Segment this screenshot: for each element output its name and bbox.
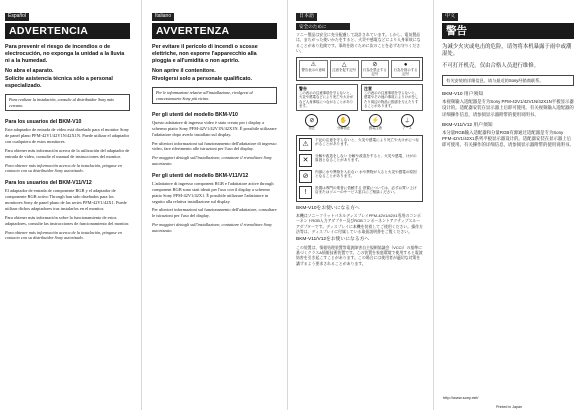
section-heading: BKM-V10をお使いになる方へ (296, 205, 360, 211)
warning-title: 警告 (442, 23, 574, 39)
warning-text: Solicite asistencia técnica sólo a personal especializado. (5, 75, 113, 90)
dealer-note: Per maggiori dettagli sull'installazione, contattare il rivenditore Sony autorizzato. (152, 222, 272, 234)
symbol-circle-label: 感電注意 (368, 125, 382, 130)
column-divider (141, 0, 142, 410)
instruction-item (299, 170, 420, 183)
mandatory-icon: ! (299, 186, 312, 199)
instruction-text: 内部に水や異物を入れない 水や異物が入ると火災や感電の原因となることがあります。 (315, 169, 417, 179)
installation-note: Per le informazioni relative all'installazione, rivolgersi al concessionario Sony più vicino. (152, 87, 277, 104)
prohibited-icon: ⊘ (372, 61, 378, 68)
body-paragraph: Questo adattatore di ingresso video è stato creato per i display a schermo piatto Sony PFM-42V1/42V1N/42X1N. È possibile utilizzare l'adattatore dopo averlo installato sul display. (152, 119, 277, 137)
section-heading: Per gli utenti del modello BKM-V11/V12 (152, 172, 249, 179)
instruction-item (299, 154, 420, 167)
caution-desc: この表示の注意事項を守らないと、感電やその他の事故によりけがをしたり周辺の物品に損害を与えたりすることがあります。 (364, 90, 419, 109)
warning-text: Non aprire il contenitore. (152, 68, 216, 75)
column-chinese (438, 0, 578, 410)
section-heading: BKM-V10 用户须知 (442, 92, 484, 98)
section-heading: BKM-V11/V12 用户须知 (442, 122, 493, 128)
column-japanese (292, 0, 427, 410)
symbol-label: 注意を促す記号 (332, 67, 356, 72)
symbol-circle-item (332, 114, 356, 131)
warning-text: Per evitare il pericolo di incendi o scosse elettriche, non esporre l'apparecchio alla pioggia e all'umidità o non aprirlo. (152, 43, 258, 65)
instruction-text: 設置は専門の業者に依頼する 設置については、必ずお買い上げ店またはソニーのサービス窓口にご相談ください。 (315, 185, 417, 195)
body-paragraph: Para obtener más información acerca de la utilización del adaptador de entrada de video, consulte el manual de instrucciones del monitor. (5, 147, 130, 159)
safety-notice-title: 安全のために (296, 23, 350, 31)
warning-title: AVVERTENZA (152, 23, 277, 39)
dealer-note: Per maggiori dettagli sull'installazione, contattare il rivenditore Sony autorizzato. (152, 155, 272, 167)
symbol-cell (330, 60, 359, 78)
language-tag: 日本語 (296, 13, 317, 21)
mandatory-icon: ● (403, 61, 408, 68)
body-paragraph: 本分量RGB输入适配器和分量RGB有源通过适配器是专为Sony PFM-42V1/42X1系列平板显示器设计的。适配器安装在显示器上后即可使用。有关操作的详细信息，请参阅显示器附带的使用说明书。 (442, 129, 574, 148)
warning-title: ADVERTENCIA (5, 23, 130, 39)
dealer-note: Para obtener más información acerca de la instalación, póngase en contacto con su distribuidor Sony autorizado. (5, 229, 122, 241)
ground-icon: ⏚ (401, 114, 414, 127)
website-url[interactable]: http://www.sony.net/ (443, 395, 479, 400)
instruction-item (299, 186, 420, 199)
symbol-cell (299, 60, 328, 78)
symbol-label: 警告表示の意味 (301, 67, 326, 72)
section-heading: Para los usuarios del BKM-V10 (5, 119, 82, 126)
prohibited-icon: ⊘ (299, 170, 312, 183)
symbol-circle-label: アース (402, 125, 412, 130)
body-paragraph: El adaptador de entrada de componente RGB y el adaptador de componente RGB activo Through han sido diseñados para los monitores Sony de panel plano de las series PFM-42V1/42X1. Puede utilizar dichos adaptadores tras instalarlos en el monitor. (5, 188, 127, 211)
language-tag: Italiano (152, 13, 174, 21)
installation-note: 有关安装的详细信息，请与最近的Sony经销商联系。 (442, 75, 574, 86)
section-heading: BKM-V11/V12をお使いになる方へ (296, 237, 370, 243)
instruction-text: 下記の注意を守らないと、火災や感電により死亡や大けがにつながることがあります。 (315, 137, 420, 147)
warning-text: Rivolgersi solo a personale qualificato. (152, 75, 253, 82)
symbol-circle-item (363, 114, 387, 131)
safety-instructions (296, 135, 423, 202)
body-paragraph: Per ulteriori informazioni sul funzionamento dell'adattatore, consultare le istruzioni per l'uso del display. (152, 207, 277, 219)
body-paragraph: 本機はソニーフラットパネルディスプレイPFM-42V1/42X1専用のコンポーネントRGB入力アダプター及びRGBコンポーネントアクティブスルーアダプターです。ディスプレイに本機を装着してご使用ください。操作方法等は、ディスプレイに付属している取扱説明書をご覧ください。 (296, 212, 423, 234)
symbol-circle-item (395, 114, 419, 131)
warning-text: Para prevenir el riesgo de incendios o de electrocución, no exponga la unidad a la lluvia ni a la humedad. (5, 43, 125, 65)
symbol-cell (391, 60, 420, 78)
body-paragraph: Este adaptador de entrada de video está diseñado para el monitor Sony de panel plano PFM-42V1/42V1N/42X1N. Puede utilizar el adaptador con cualquiera de estos monitores. (5, 127, 130, 144)
language-tag: 中文 (442, 13, 458, 21)
symbol-circles (296, 114, 423, 131)
body-paragraph: Para obtener más información sobre la funcionamiento de estos adaptadores, consulte las instrucciones de funcionamiento del monitor. (5, 214, 130, 226)
caution-icon: △ (341, 61, 347, 68)
warning-icon: ⚠ (299, 138, 312, 151)
column-divider (433, 0, 434, 410)
symbol-circle-item (300, 114, 324, 131)
warning-box (296, 84, 358, 111)
instruction-item (299, 138, 420, 151)
column-italian (147, 0, 282, 410)
symbol-cell (361, 60, 390, 78)
instruction-text: 分解や改造をしない 分解や改造をすると、火災や感電、けがの原因となることがあります。 (315, 153, 417, 163)
body-paragraph: 本视频输入适配器是专为Sony PFM-42V1/42V1N/42X1N平板显示器设计的。适配器安装在显示器上后即可使用。有关视频输入适配器的详细操作信息，请参阅显示器附带的使用说明书。 (442, 99, 574, 117)
installation-note: Para realizar la instalación, consulte al distribuidor Sony más cercano. (5, 94, 130, 111)
intro-paragraph: ソニー製品は安全に充分配慮して設計されています。しかし、電気製品は、まちがった使いかたをすると、火災や感電などにより人身事故になることがあり危険です。事故を防ぐために次のことを必ずお守りください。 (296, 32, 421, 54)
symbol-label: 行為を指示する記号 (393, 67, 418, 76)
symbol-legend (296, 57, 423, 81)
section-heading: Per gli utenti del modello BKM-V10 (152, 111, 238, 118)
warning-text: 不可打开机壳。仅由合格人员进行维修。 (442, 62, 540, 69)
symbol-circle-label: 分解禁止 (337, 125, 351, 130)
language-tag: Español (5, 13, 29, 21)
hand-icon: ✋ (337, 114, 350, 127)
warning-label: 警告 (299, 85, 307, 91)
warning-text: 为减少火灾或电击的危险，请勿将本机暴露于雨中或潮湿处。 (442, 43, 572, 58)
body-paragraph: L'adattatore di ingresso component RGB e l'adattatore active through component RGB sono stati ideati per l'uso con il display a schermo piatto Sony PFM-42V1/42X1. È possibile utilizzare l'adattatore in seguito alla relativa installazione sul display. (152, 180, 274, 204)
column-spanish (0, 0, 135, 410)
section-heading: Para los usuarios del BKM-V11/V12 (5, 180, 92, 187)
body-paragraph: Per ulteriori informazioni sul funzionamento dell'adattatore di ingresso video, fare riferimento alle istruzioni per l'uso del display. (152, 140, 277, 152)
warning-text: No abra el aparato. (5, 68, 54, 75)
dealer-note: Para obtener más información acerca de la instalación, póngase en contacto con su distribuidor Sony autorizado. (5, 162, 122, 174)
warning-desc: この表示の注意事項を守らないと、火災や感電などにより死亡や大けがなど人身事故につながることがあります。 (299, 90, 354, 109)
symbol-label: 行為を禁止する記号 (363, 67, 387, 76)
warning-icon: ⚠ (310, 61, 317, 68)
no-disassembly-icon: ✕ (299, 154, 312, 167)
column-divider (287, 0, 288, 410)
symbol-circle-label: 禁止 (308, 125, 316, 130)
lightning-icon: ⚡ (369, 114, 382, 127)
caution-label: 注意 (364, 85, 372, 91)
warning-caution-boxes (296, 84, 423, 111)
caution-box (361, 84, 423, 111)
body-paragraph: この装置は、情報処理装置等電波障害自主規制協議会（VCCI）の基準に基づくクラスA情報技術装置です。この装置を家庭環境で使用すると電波妨害を引き起こすことがあります。この場合には使用者が適切な対策を講ずるよう要求されることがあります。 (296, 244, 423, 266)
prohibited-icon: ⊘ (305, 114, 318, 127)
print-line: Printed in Japan (496, 405, 522, 409)
